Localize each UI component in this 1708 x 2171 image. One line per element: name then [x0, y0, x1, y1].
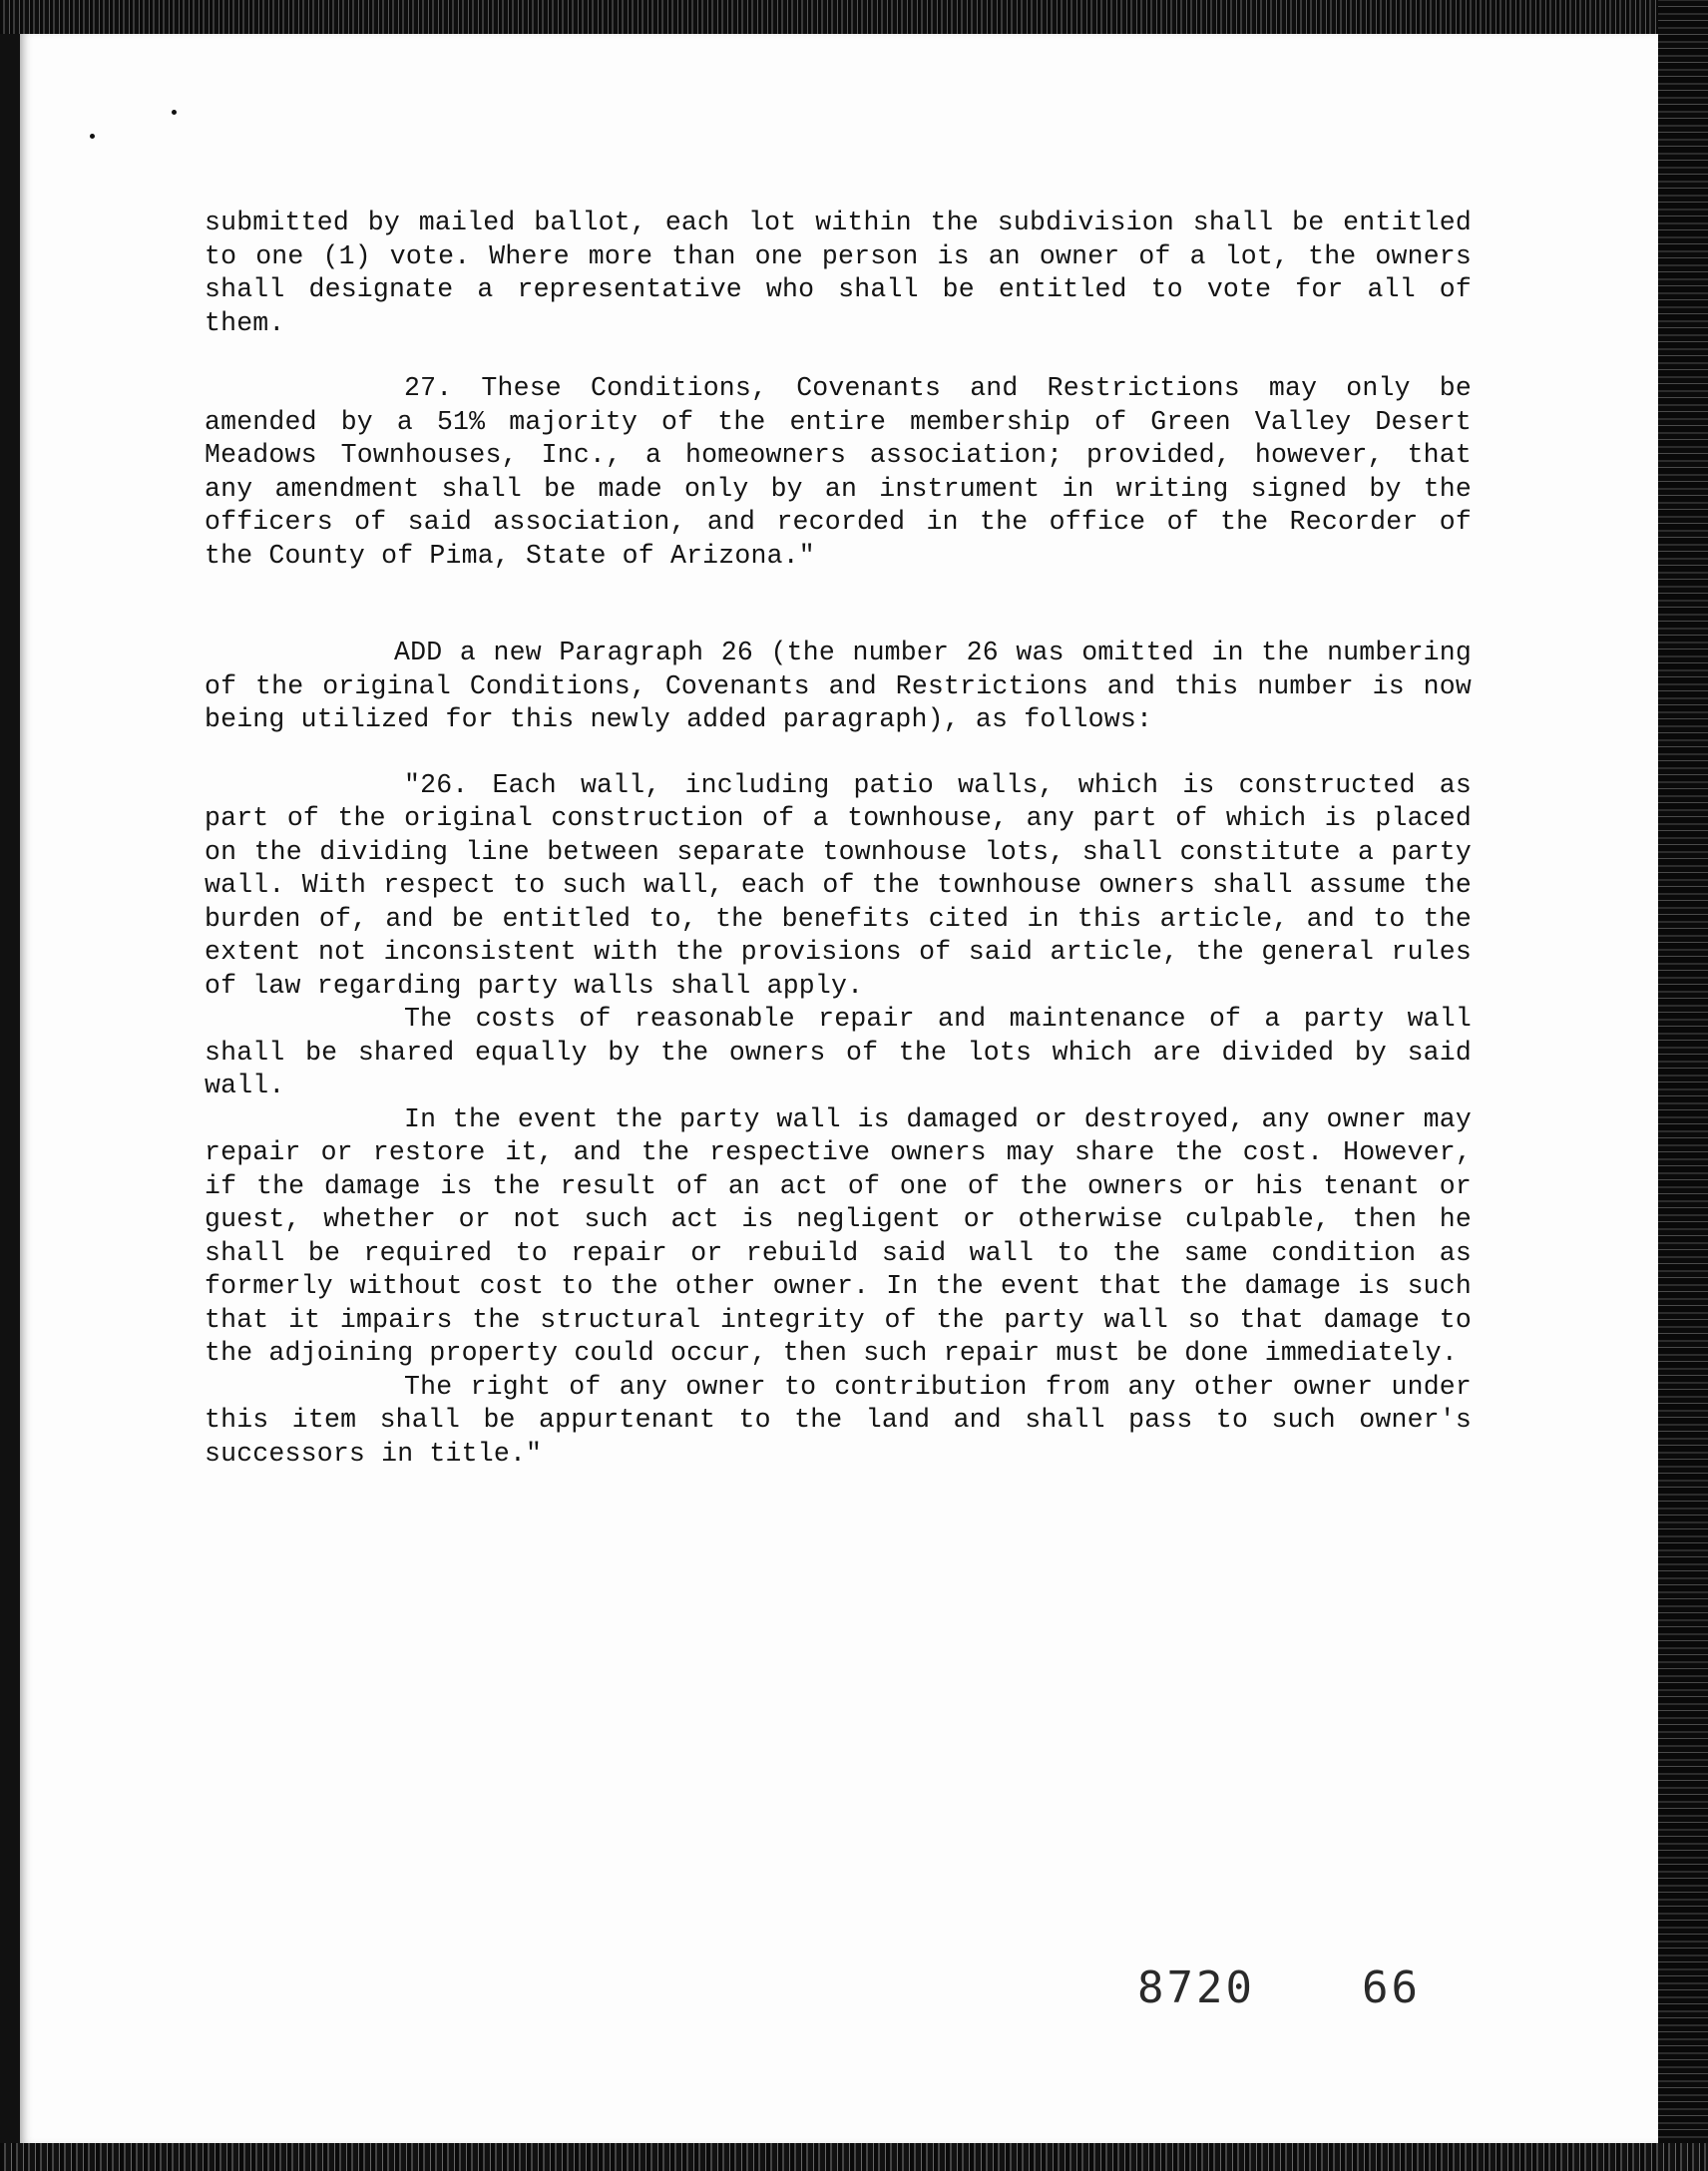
paragraph-voting: submitted by mailed ballot, each lot within the subdivision shall be entitled to one (1) vote. Where more than one person is an owner of a lot, the owners shall designate a representative who shall be entitled to vote for all of them. — [205, 208, 1472, 338]
paragraph-27-amendment: 27. These Conditions, Covenants and Restrictions may only be amended by a 51% majority of the entire membership of Green Valley Desert Meadows Townhouses, Inc., a homeowners association; provided, however, that any amendment shall be made only by an instrument in writing signed by the officers of said association, and recorded in the office of the Recorder of the County of Pima, State of Arizona." — [205, 373, 1472, 571]
paragraph-damage: In the event the party wall is damaged or destroyed, any owner may repair or restore it, and the respective owners may share the cost. However, if the damage is the result of an act of one of the owners or his tenant or guest, whether or not such act is negligent or otherwise culpable, then he shall be required to repair or rebuild said wall to the same condition as formerly without cost to the other owner. In the event that the damage is such that it impairs the structural integrity of the party wall so that damage to the adjoining property could occur, then such repair must be done immediately. — [205, 1103, 1472, 1368]
document-page — [20, 34, 1658, 2143]
paragraph-repair-costs: The costs of reasonable repair and maintenance of a party wall shall be shared equally by the owners of the lots which are divided by said wall. — [205, 1004, 1472, 1100]
scan-speck — [172, 110, 177, 115]
paragraph-26-party-wall: "26. Each wall, including patio walls, which is constructed as part of the original construction of a townhouse, any part of which is placed on the dividing line between separate townhouse lots, shall constitute a party wall. With respect to such wall, each of the townhouse owners shall assume the burden of, and be entitled to, the benefits cited in this article, and to the extent not inconsistent with the provisions of said article, the general rules of law regarding party walls shall apply. — [205, 769, 1472, 1001]
paragraph-add-new: ADD a new Paragraph 26 (the number 26 was omitted in the numbering of the original Conditions, Covenants and Restrictions and this number is now being utilized for this newly added paragraph), as follows: — [205, 638, 1472, 734]
paragraph-contribution-right: The right of any owner to contribution from any other owner under this item shall be appurtenant to the land and shall pass to such owner's successors in title." — [205, 1371, 1472, 1469]
recording-book-number: 8720 — [1137, 1962, 1255, 2013]
scan-border-top — [0, 0, 1708, 34]
scan-border-right — [1658, 0, 1708, 2171]
scan-border-bottom — [0, 2143, 1708, 2171]
document-body — [205, 207, 1472, 1471]
recording-page-number: 66 — [1362, 1962, 1421, 2013]
scan-speck — [90, 134, 95, 139]
